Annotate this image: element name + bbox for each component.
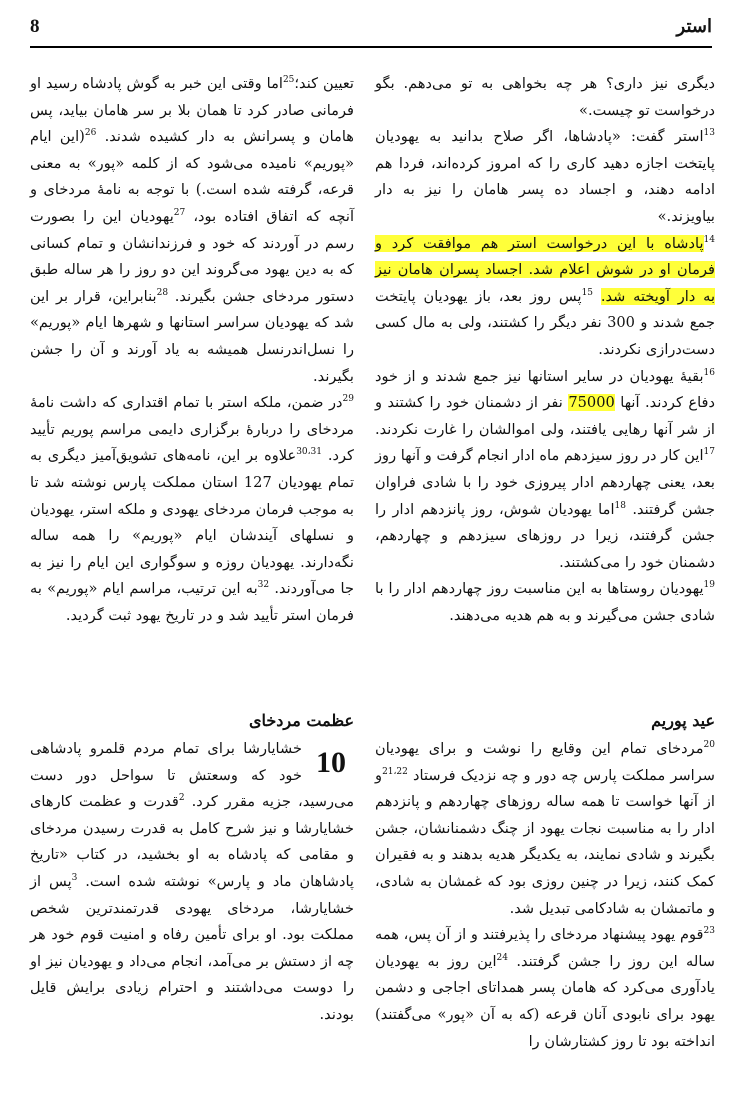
section-heading-purim: عید پوریم	[651, 711, 715, 730]
paragraph: 10 خشایارشا برای تمام مردم قلمرو پادشاهی خود که وسعتش تا سواحل دور دست می‌رسید، جزیه مقرر کرد. $^2$قدرت و عظمت کارهای خشایارشا و نیز شرح کامل به قدرت رسیدن مردخای و مقامی که پادشاه به او بخشید، در کتاب «تاریخ پادشاهان ماد و پارس» نوشته شده است. $^3$پس از خشایارشا، مردخای یهودی قدرتمندترین شخص مملکت بود. او برای تأمین رفاه و امنیت قوم خود هر چه از دستش بر می‌آمد، انجام می‌داد و یهودیان نیز او را دوست می‌داشتند و احترام زیادی برایش قایل بودند.	[30, 740, 355, 1023]
paragraph: $^{16}$بقیهٔ یهودیان در سایر استانها نیز جمع شدند و از خود دفاع کردند. آنها 75000 نفر از دشمنان خود را کشتند و از شر آنها رهایی یافتند، ولی اموالشان را غارت نکردند. $^{17}$این کار در روز سیزدهم ماه ادار انجام گرفت و آنها روز بعد، یعنی چهاردهم ادار پیروزی خود را با شادی فراوان جشن گرفتند. $^{18}$اما یهودیان شوش، روز پانزدهم ادار را جشن گرفتند، زیرا در روزهای سیزدهم و چهاردهم، دشمنان خود را می‌کشتند.	[375, 367, 715, 571]
highlighted-text: پادشاه با این درخواست استر هم موافقت کرد و فرمان او در شوش اعلام شد. اجساد پسران هامان نیز به دار آویخته شد.	[375, 234, 716, 305]
right-column	[375, 71, 715, 629]
paragraph: $^{19}$یهودیان روستاها به این مناسبت روز چهاردهم ادار را با شادی جشن می‌گیرند و به هم هدیه می‌دهند.	[375, 580, 715, 624]
paragraph: $^{29}$در ضمن، ملکه استر با تمام اقتداری که داشت نامهٔ مردخای را دربارهٔ برگزاری دایمی مراسم پوریم تأیید کرد. $^{30،31}$علاوه بر این، نامه‌های تشویق‌آمیز دیگری به تمام یهودیان 127 استان مملکت پارس نوشته شد تا به موجب فرمان مردخای یهودی و ملکه استر، یهودیان و نسلهای آیندشان ایام «پوریم» را همه ساله نگه‌دارند. یهودیان روزه و سوگواری این ایام را نیز به جا می‌آوردند. $^{32}$به این ترتیب، مراسم ایام «پوریم» به فرمان استر تأیید شد و در تاریخ یهود ثبت گردید.	[30, 394, 355, 624]
highlighted-number: 75000	[568, 394, 615, 412]
paragraph: دیگری نیز داری؟ هر چه بخواهی به تو می‌دهم. بگو درخواست تو چیست.»	[375, 75, 715, 119]
paragraph: $^{13}$استر گفت: «پادشاها، اگر صلاح بدانید به یهودیان پایتخت اجازه دهید کاری را که امروز کرده‌اند، فردا هم ادامه دهند، و اجساد ده پسر هامان را نیز به دار بیاویزند.»	[375, 128, 715, 225]
paragraph: تعیین کند؛$^{25}$اما وقتی این خبر به گوش پادشاه رسید او فرمانی صادر کرد تا همان بلا بر سر هامان بیاید، پس هامان و پسرانش به دار کشیده شدند. $^{26}$(این ایام «پوریم» نامیده می‌شود که از کلمه «پور» به معنی قرعه، گرفته شده است.) با توجه به نامهٔ مردخای و آنچه که اتفاق افتاده بود، $^{27}$یهودیان این را بصورت رسم در آوردند که خود و فرزندانشان و تمام کسانی که به دین یهود می‌گروند این دو روز را هر ساله طبق دستور مردخای جشن بگیرند. $^{28}$بنابراین، قرار بر این شد که یهودیان سراسر استانها و شهرها ایام «پوریم» را نسل‌اندرنسل همیشه به یاد آورند و آن را جشن بگیرند.	[30, 75, 355, 385]
paragraph: $^{14}$پادشاه با این درخواست استر هم موافقت کرد و فرمان او در شوش اعلام شد. اجساد پسران هامان نیز به دار آویخته شد. $^{15}$پس روز بعد، باز یهودیان پایتخت جمع شدند و 300 نفر دیگر را کشتند، ولی به مال کسی دست‌درازی نکردند.	[375, 234, 716, 358]
chapter-number: 10	[316, 746, 346, 779]
paragraph: $^{20}$مردخای تمام این وقایع را نوشت و برای یهودیان سراسر مملکت پارس چه دور و چه نزدیک فرستاد $^{21،22}$و از آنها خواست تا همه ساله روزهای چهاردهم و پانزدهم ادار را به مناسبت نجات یهود از چنگ دشمنانشان، جشن بگیرند و شادی نمایند، به یکدیگر هدیه بدهند و به فقیران کمک کنند، زیرا در چنین روزی بود که غمشان به شادی، و ماتمشان به شادکامی تبدیل شد.	[375, 740, 716, 917]
left-column-section	[30, 708, 354, 1029]
page-header	[30, 14, 712, 48]
book-title: استر	[676, 16, 712, 37]
right-column-section	[375, 708, 715, 1055]
paragraph: $^{23}$قوم یهود پیشنهاد مردخای را پذیرفتند و از آن پس، همه ساله این روز را جشن گرفتند. $^{24}$این روز به یهودیان یادآوری می‌کرد که هامان پسر همداتای اجاجی و دشمن یهود برای نابودی آنان قرعه (که به آن «پور» می‌گفتند) انداخته بود تا روز کشتارشان را	[375, 926, 715, 1050]
page-number: 8	[30, 16, 40, 37]
section-heading-mordecai: عظمت مردخای	[248, 711, 354, 730]
left-column	[30, 71, 354, 629]
